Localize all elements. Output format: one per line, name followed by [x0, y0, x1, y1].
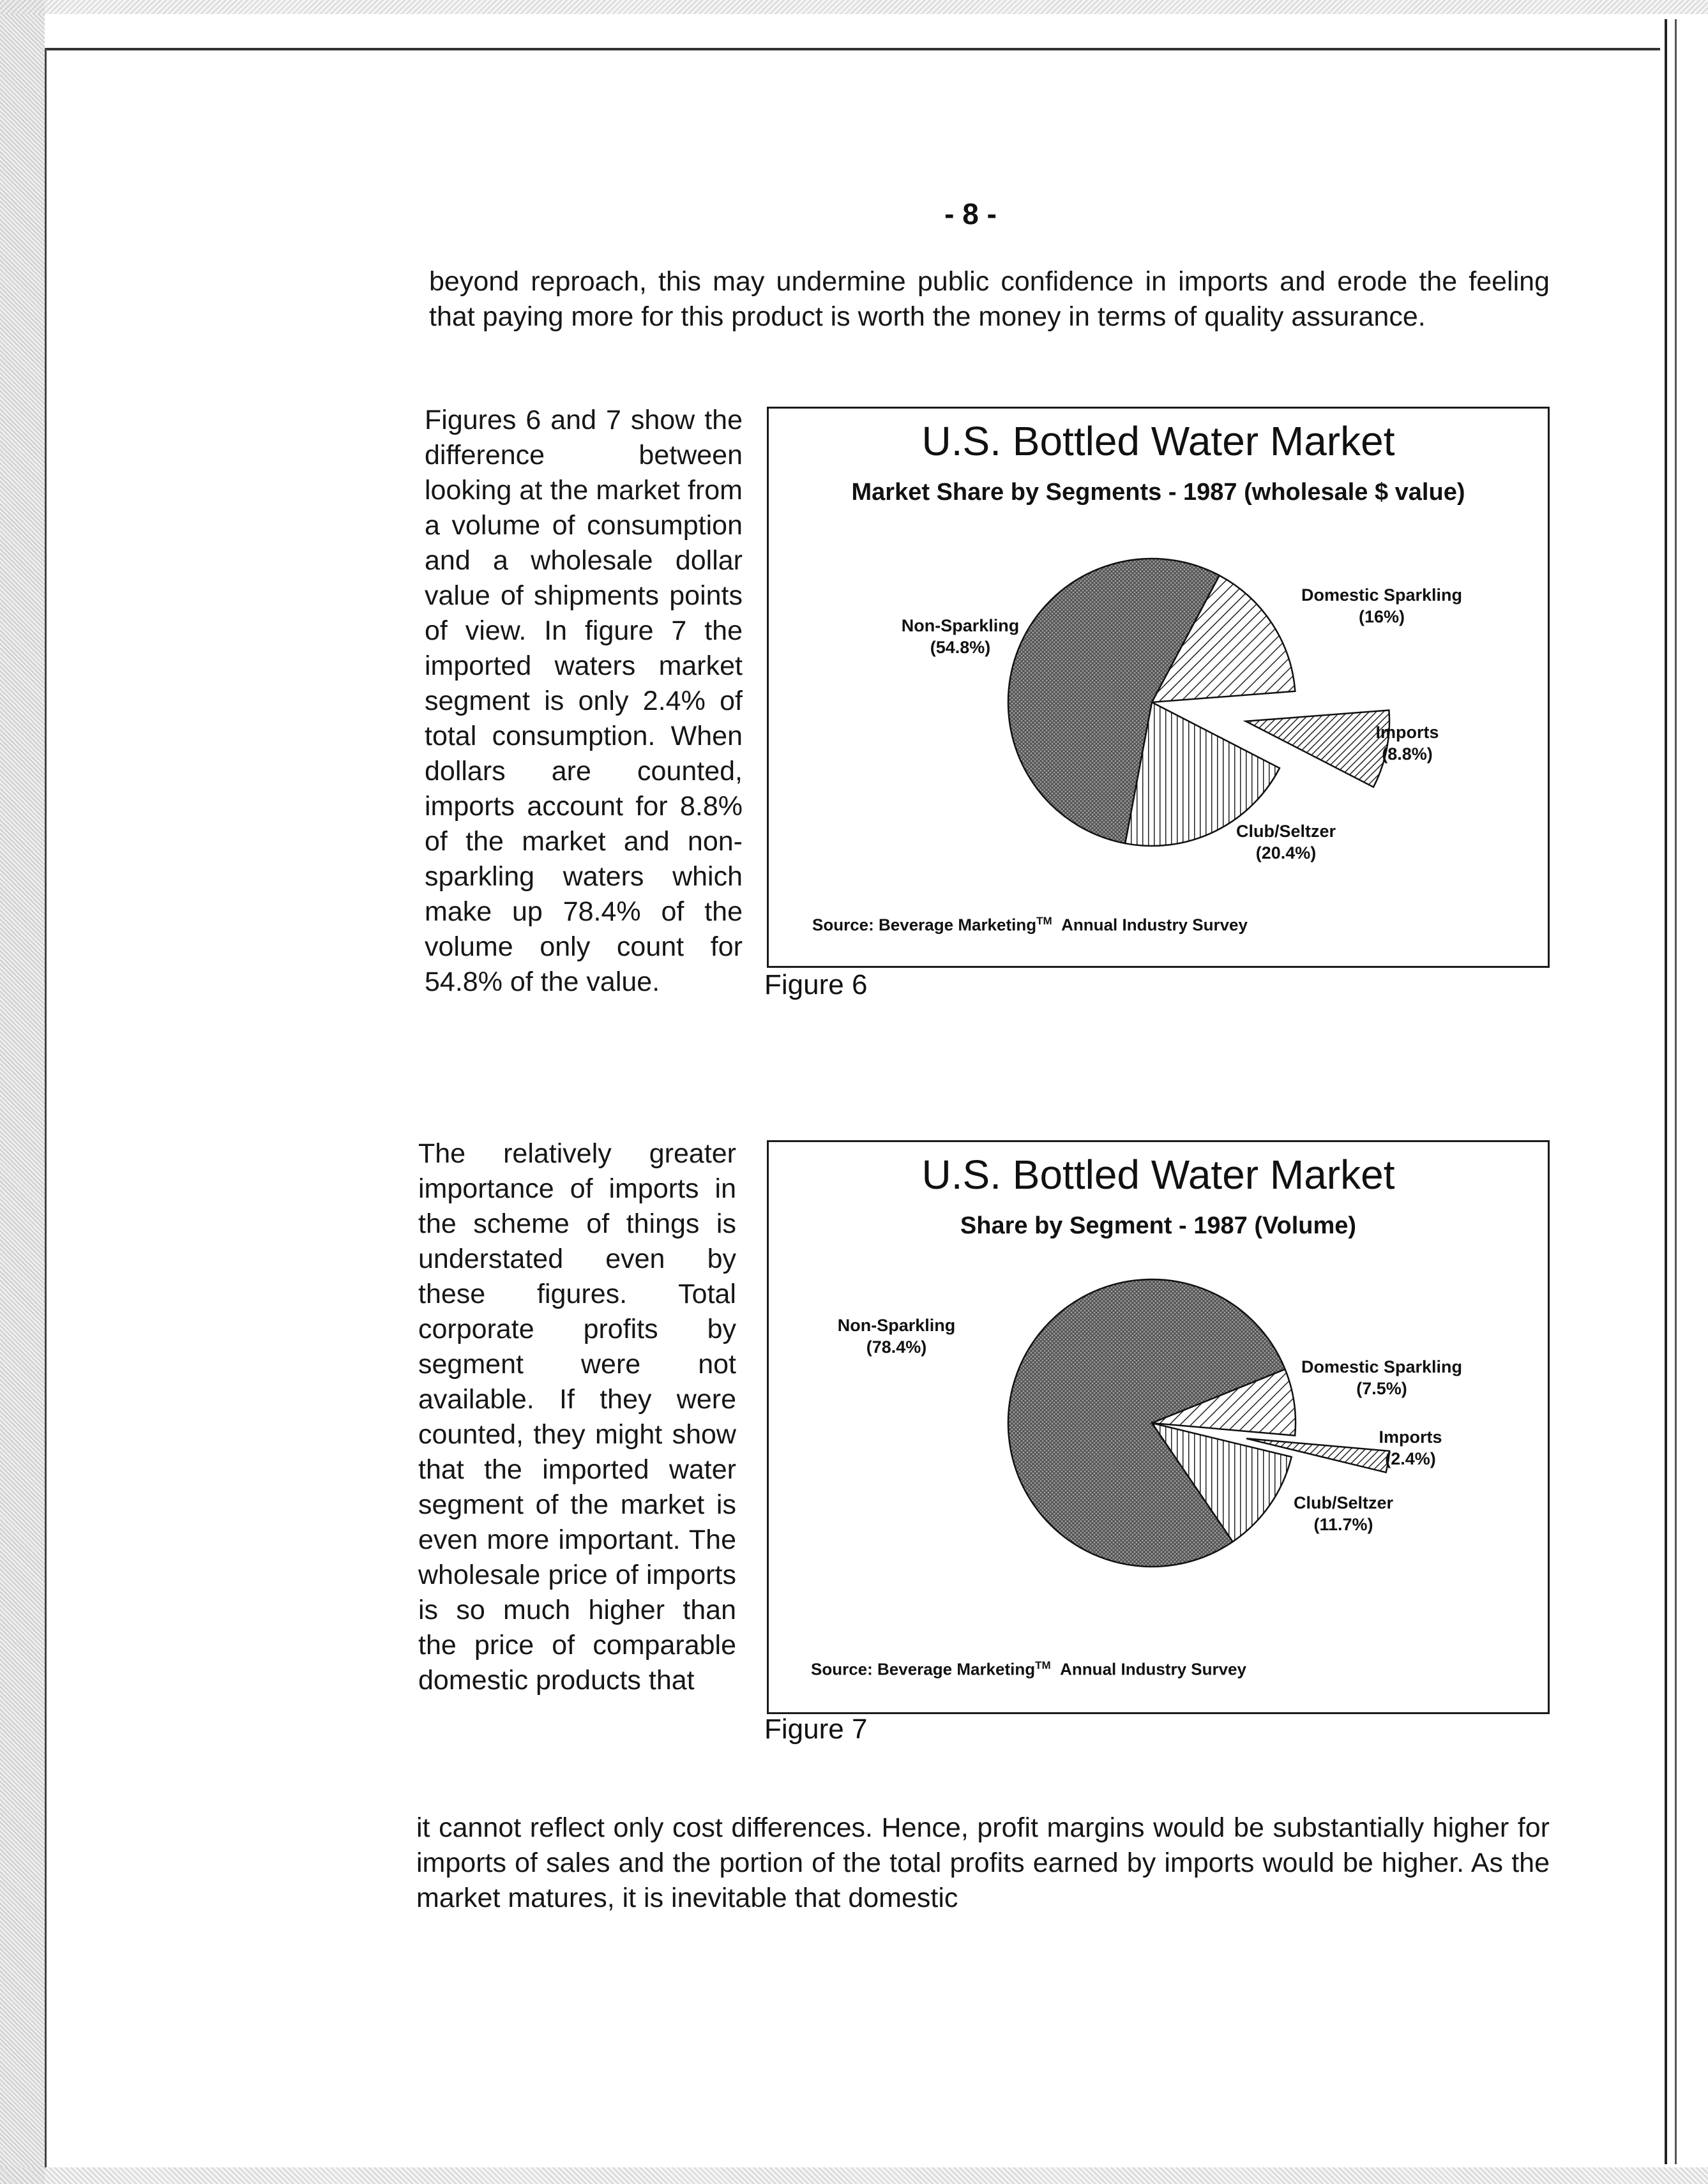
pie-chart-6 [769, 409, 1548, 966]
slice-label-imports [1359, 721, 1455, 765]
slice-label-name: Club/Seltzer [1293, 1493, 1394, 1512]
source-prefix: Source: Beverage Marketing [812, 915, 1037, 935]
figure-7-caption: Figure 7 [764, 1713, 868, 1745]
slice-label-pct: (20.4%) [1255, 843, 1317, 862]
slice-label-pct: (11.7%) [1313, 1515, 1373, 1534]
slice-label-pct: (78.4%) [866, 1337, 927, 1357]
figure-7-chart [767, 1140, 1550, 1714]
source-suffix: Annual Industry Survey [1060, 1659, 1246, 1679]
slice-label-pct: (8.8%) [1382, 744, 1433, 764]
slice-label-non-sparkling [884, 615, 1037, 658]
slice-label-club-seltzer [1216, 820, 1356, 864]
chart-source [811, 1659, 1246, 1680]
slice-label-club-seltzer [1273, 1492, 1414, 1535]
paragraph-left-column-1: Figures 6 and 7 show the difference between looking at the market from a volume of consumption and a wholesale dollar value of shipments points of view. In figure 7 the imported waters market segment is only 2.4% of total consumption. When dollars are counted, imports account for 8.8% of the market and non-sparkling waters which make up 78.4% of the volume only count for 54.8% of the value. [425, 405, 743, 997]
scan-edge-top [0, 0, 1708, 14]
chart-source [812, 915, 1248, 935]
trademark-mark: TM [1036, 915, 1052, 927]
slice-label-name: Domestic Sparkling [1301, 1357, 1463, 1376]
slice-label-name: Non-Sparkling [901, 616, 1020, 635]
slice-label-domestic-sparkling [1286, 1356, 1477, 1399]
figure-6-caption: Figure 6 [764, 969, 868, 1000]
chart-subtitle: Market Share by Segments - 1987 (wholesale $ value) [851, 479, 1465, 506]
page-number: - 8 - [944, 197, 997, 230]
chart-title: U.S. Bottled Water Market [921, 418, 1395, 464]
source-suffix: Annual Industry Survey [1061, 915, 1248, 935]
chart-subtitle: Share by Segment - 1987 (Volume) [960, 1212, 1357, 1239]
page-border-left [45, 48, 47, 2167]
paragraph-top: beyond reproach, this may undermine public confidence in imports and erode the feeling that paying more for this product is worth the money in terms of quality assurance. [429, 266, 1550, 332]
slice-label-name: Imports [1379, 1427, 1442, 1447]
paragraph-left-column-2: The relatively greater importance of imports in the scheme of things is understated even by these figures. Total corporate profits by segment were not available. If they were counted, they might show that the imported water segment of the market is even more important. The wholesale price of imports is so much higher than the price of comparable domestic products that [418, 1138, 736, 1696]
slice-label-name: Club/Seltzer [1236, 822, 1336, 841]
scan-edge-bottom [0, 2167, 1708, 2184]
slice-label-pct: (7.5%) [1356, 1379, 1407, 1398]
trademark-mark: TM [1035, 1659, 1051, 1671]
source-prefix: Source: Beverage Marketing [811, 1659, 1036, 1679]
slice-label-imports [1366, 1426, 1455, 1470]
slice-label-pct: (16%) [1358, 607, 1405, 626]
scan-edge-right [1665, 19, 1677, 2164]
slice-label-name: Non-Sparkling [837, 1316, 956, 1335]
figure-6-chart [767, 407, 1550, 968]
slice-label-name: Imports [1375, 723, 1439, 742]
scan-edge-left [0, 0, 45, 2184]
slice-label-domestic-sparkling [1280, 584, 1484, 628]
chart-title: U.S. Bottled Water Market [921, 1152, 1395, 1198]
slice-label-name: Domestic Sparkling [1301, 585, 1463, 605]
slice-label-pct: (54.8%) [930, 638, 991, 657]
slice-label-pct: (2.4%) [1385, 1449, 1436, 1468]
slice-label-non-sparkling [820, 1314, 973, 1358]
paragraph-bottom: it cannot reflect only cost differences. Hence, profit margins would be substantially higher for imports of sales and the portion of the total profits earned by imports would be higher. As the market matures, it is inevitable that domestic [416, 1812, 1550, 1913]
page-border-top [45, 48, 1660, 50]
